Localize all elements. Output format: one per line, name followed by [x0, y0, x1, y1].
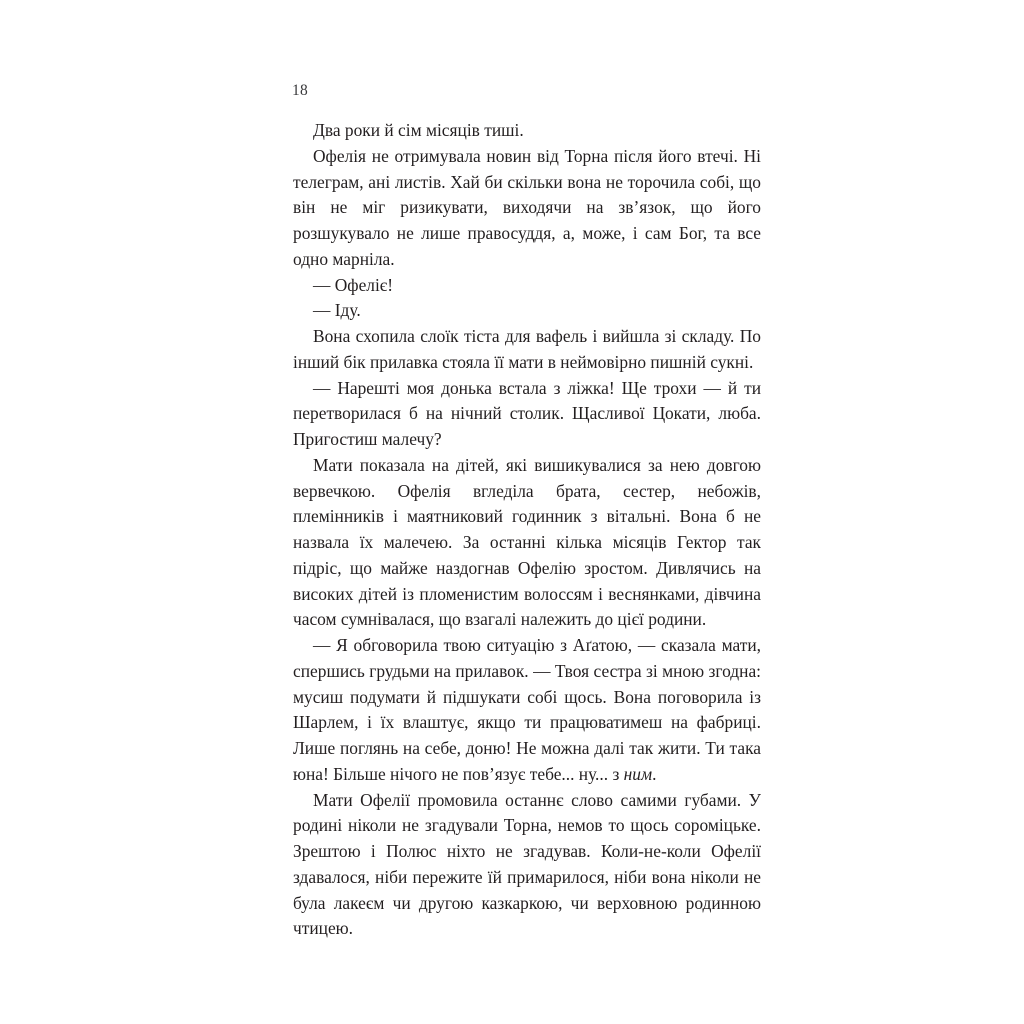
page-number: 18 — [292, 82, 308, 99]
paragraph-3: Вона схопила слоїк тіста для вафель і вийшла зі складу. По інший бік прилавка стояла її мати в неймовірно пишній сукні. — [293, 326, 761, 372]
dialogue-line-1: — Офеліє! — [313, 274, 394, 295]
dialogue-text-lead: — Я обговорила твою ситуацію з Аґатою, — сказала мати, спершись грудьми на прилавок. — Твоя сестра зі мною згодна: мусиш подумати й підшукати собі щось. Вона поговорила із Шарлем, і їх влаштує, якщо ти працюватимеш на фабриці. Лише поглянь на себе, доню! Не можна далі так жити. Ти така юна! Більше нічого не пов’язує тебе... ну... з — [293, 635, 761, 784]
dialogue-paragraph-1: — Нарешті моя донька встала з ліжка! Ще трохи — й ти перетворилася б на нічний столик. Щасливої Цокати, люба. Пригостиш малечу? — [293, 377, 761, 449]
paragraph-5: Мати Офелії промовила останнє слово самими губами. У родині ніколи не згадували Торна, немов то щось сороміцьке. Зрештою і Полюс ніхто не згадував. Коли-не-коли Офелії здавалося, ніби пережите їй примарилося, ніби вона ніколи не була лакеєм чи другою казкаркою, чи верховною родинною чтицею. — [293, 789, 761, 939]
dialogue-text-tail: . — [652, 763, 657, 784]
dialogue-line-2: — Іду. — [313, 300, 361, 321]
body-text-block — [293, 118, 761, 942]
paragraph-4: Мати показала на дітей, які вишикувалися за нею довгою вервечкою. Офелія вгледіла брата, сестер, небожів, племінників і маятниковий годинник з вітальні. Вона б не назвала їх малечею. За останні кілька місяців Гектор так підріс, що майже наздогнав Офелію зростом. Дивлячись на високих дітей із пломенистим волоссям і веснянками, дівчина часом сумнівалася, що взагалі належить до цієї родини. — [293, 454, 761, 630]
emphasized-word: ним — [623, 763, 653, 784]
paragraph-1: Два роки й сім місяців тиші. — [313, 120, 524, 140]
dialogue-paragraph-2 — [293, 633, 761, 788]
paragraph-2: Офелія не отримувала новин від Торна після його втечі. Ні телеграм, ані листів. Хай би скільки вона не торочила собі, що він не міг ризикувати, виходячи на зв’язок, що його розшукувало не лише правосуддя, а, може, і сам Бог, та все одно марніла. — [293, 145, 761, 269]
